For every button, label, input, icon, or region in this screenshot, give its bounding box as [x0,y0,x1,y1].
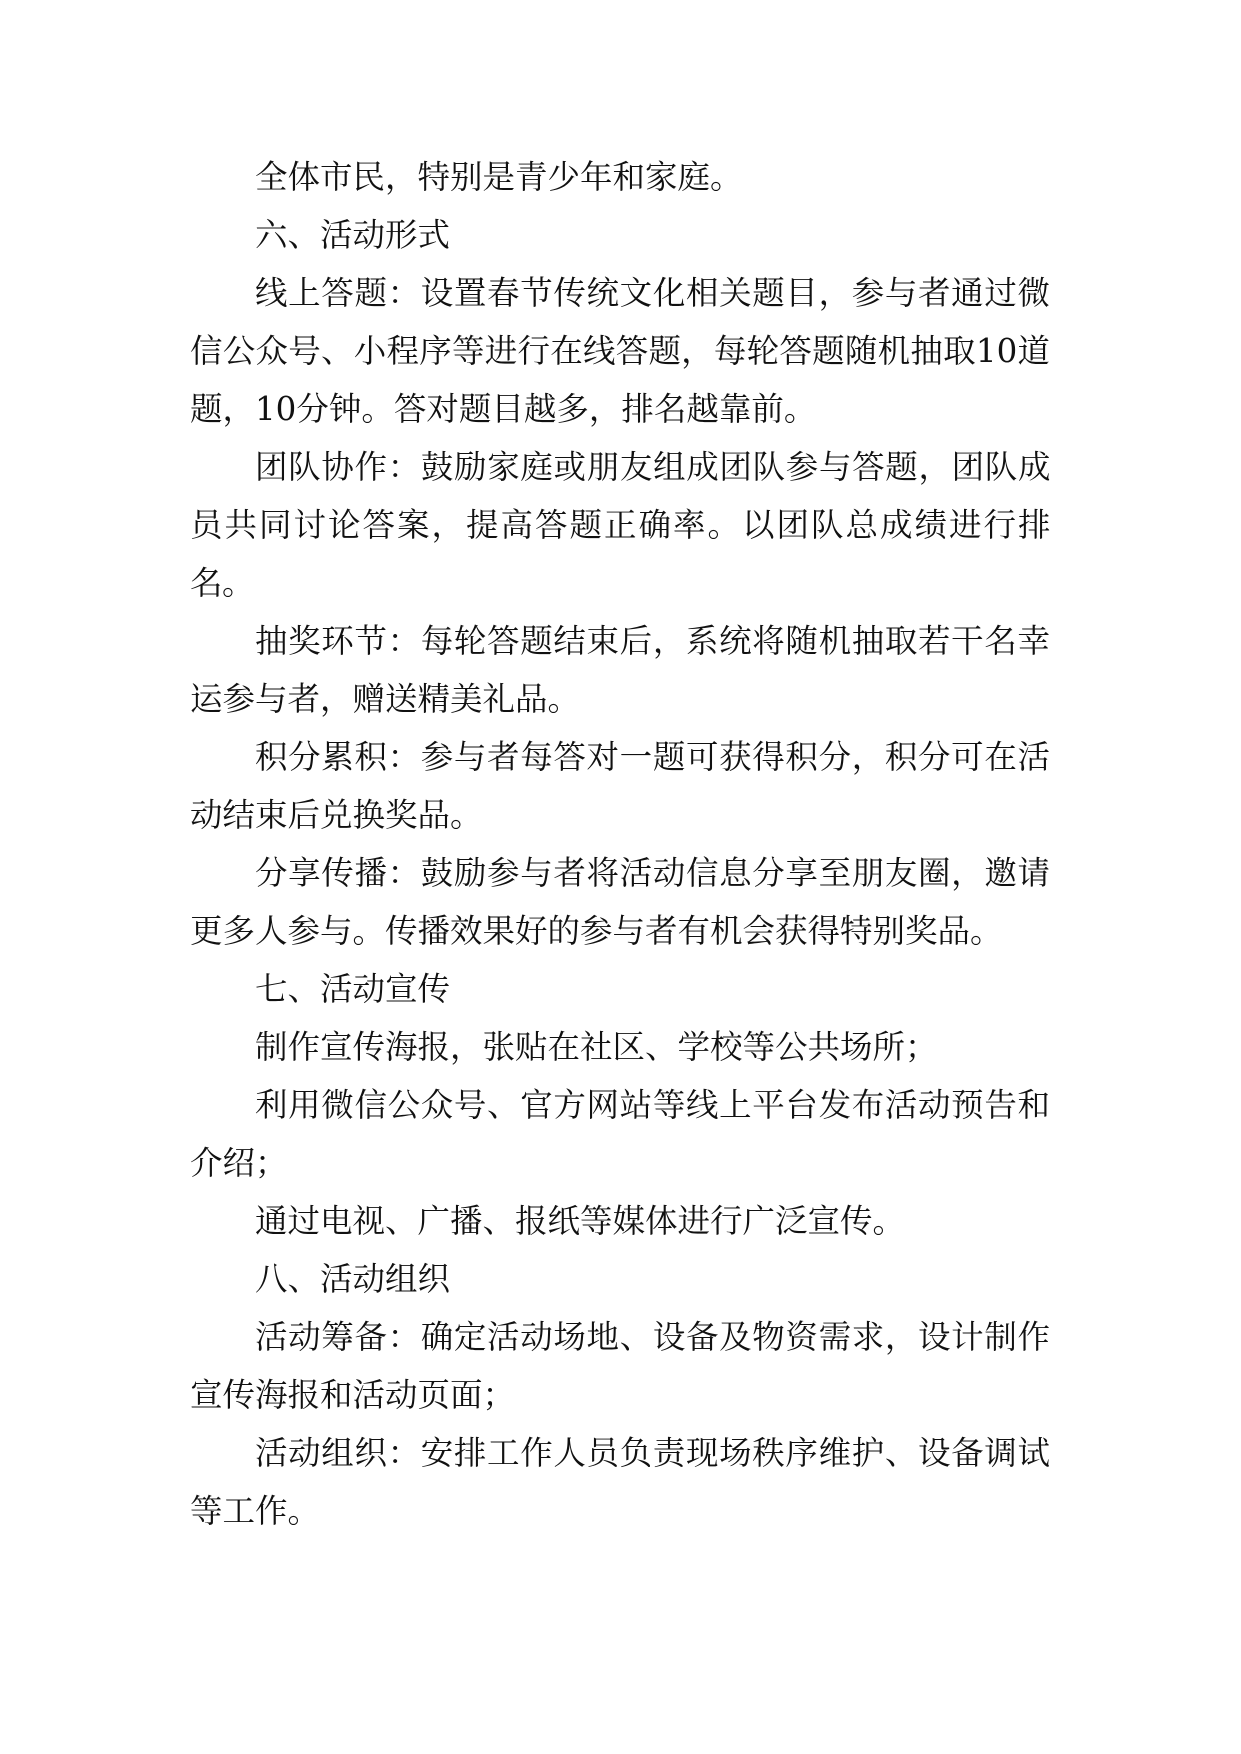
paragraph-online-quiz: 线上答题：设置春节传统文化相关题目，参与者通过微信公众号、小程序等进行在线答题，每轮答题随机抽取10道题，10分钟。答对题目越多，排名越靠前。 [190,274,1050,428]
paragraph-media: 通过电视、广播、报纸等媒体进行广泛宣传。 [255,1202,906,1240]
paragraph-team-cooperation: 团队协作：鼓励家庭或朋友组成团队参与答题，团队成员共同讨论答案，提高答题正确率。以团队总成绩进行排名。 [190,448,1050,602]
section-heading-publicity: 七、活动宣传 [255,970,451,1008]
document-body [190,148,1050,1540]
paragraph-points: 积分累积：参与者每答对一题可获得积分，积分可在活动结束后兑换奖品。 [190,738,1050,834]
section-heading-organization: 八、活动组织 [255,1260,451,1298]
paragraph-sharing: 分享传播：鼓励参与者将活动信息分享至朋友圈，邀请更多人参与。传播效果好的参与者有机会获得特别奖品。 [190,854,1050,950]
paragraph-staffing: 活动组织：安排工作人员负责现场秩序维护、设备调试等工作。 [190,1434,1050,1530]
paragraph-lottery: 抽奖环节：每轮答题结束后，系统将随机抽取若干名幸运参与者，赠送精美礼品。 [190,622,1050,718]
paragraph-audience: 全体市民，特别是青少年和家庭。 [255,158,743,196]
section-heading-activity-format: 六、活动形式 [255,216,451,254]
paragraph-posters: 制作宣传海报，张贴在社区、学校等公共场所； [255,1028,938,1066]
paragraph-preparation: 活动筹备：确定活动场地、设备及物资需求，设计制作宣传海报和活动页面； [190,1318,1050,1414]
paragraph-online-platforms: 利用微信公众号、官方网站等线上平台发布活动预告和介绍； [190,1086,1050,1182]
